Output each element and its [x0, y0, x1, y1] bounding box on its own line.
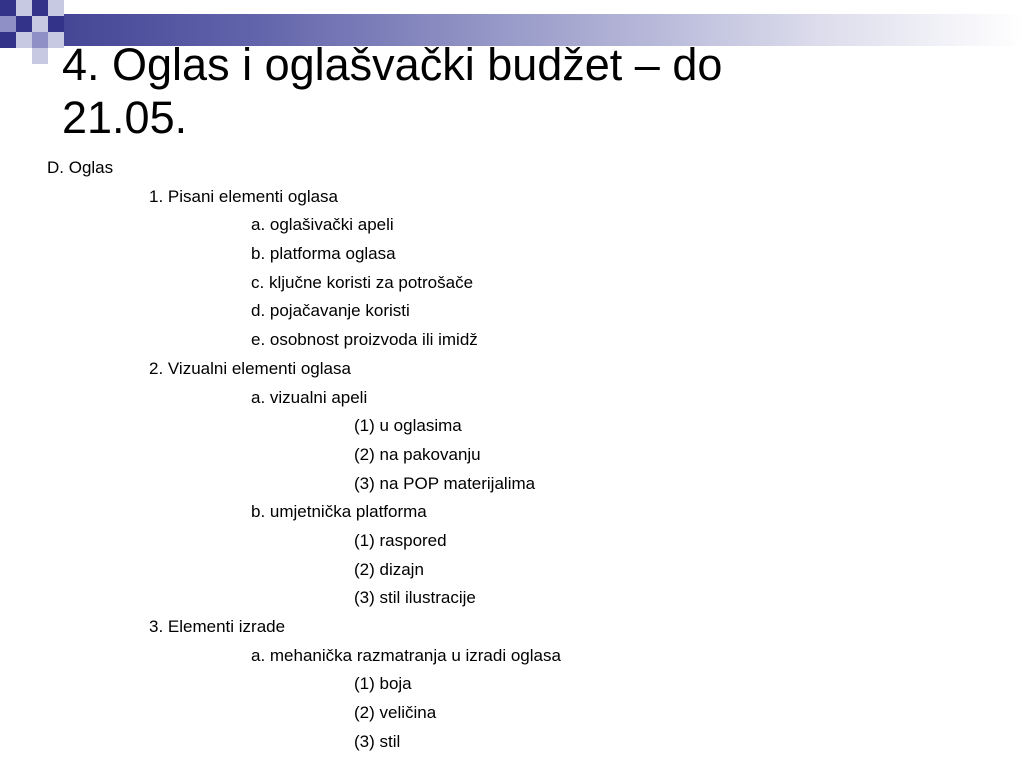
decor-square	[0, 0, 16, 16]
decor-square	[32, 32, 48, 48]
outline-item-level-2: b. umjetnička platforma	[251, 502, 427, 522]
decor-square	[32, 16, 48, 32]
outline-item-level-3: (3) na POP materijalima	[354, 473, 536, 493]
outline-item-level-3: (2) veličina	[354, 703, 437, 723]
outline-item-level-0: D. Oglas	[47, 158, 114, 177]
slide-title	[62, 38, 962, 144]
slide-title-line1: 4. Oglas i oglašvački budžet – do	[62, 39, 723, 90]
outline-item-level-3: (1) boja	[354, 674, 412, 694]
outline-item-level-2: a. oglašivački apeli	[251, 215, 394, 235]
outline-item-level-3: (3) stil	[354, 731, 401, 751]
slide-title-line2: 21.05.	[62, 92, 188, 143]
outline-item-level-2: a. mehanička razmatranja u izradi oglasa	[251, 645, 561, 665]
outline-item-level-3: (1) raspored	[354, 530, 447, 550]
decor-square	[32, 48, 48, 64]
decor-square	[16, 32, 32, 48]
outline-item-level-1: 2. Vizualni elementi oglasa	[149, 358, 351, 378]
outline-item-level-2: b. platforma oglasa	[251, 244, 396, 264]
outline-item-level-2: e. osobnost proizvoda ili imidž	[251, 330, 478, 350]
outline-item-level-3: (1) u oglasima	[354, 416, 462, 436]
outline-item-level-3: (3) stil ilustracije	[354, 588, 476, 608]
outline-item-level-2: c. ključne koristi za potrošače	[251, 272, 474, 292]
decor-square	[32, 0, 48, 16]
outline-list	[0, 154, 1024, 756]
decor-square	[48, 0, 64, 16]
outline-item-level-2: d. pojačavanje koristi	[251, 301, 410, 321]
outline-item-level-2: a. vizualni apeli	[251, 387, 368, 407]
decor-square	[16, 0, 32, 16]
outline-item-level-1: 3. Elementi izrade	[149, 617, 286, 636]
outline-item-level-3: (2) na pakovanju	[354, 444, 481, 464]
outline-item-level-1: 1. Pisani elementi oglasa	[149, 186, 339, 206]
decor-square	[16, 16, 32, 32]
decor-square	[0, 32, 16, 48]
decor-square	[0, 16, 16, 32]
outline-item-level-3: (2) dizajn	[354, 559, 424, 579]
decor-square	[48, 16, 64, 32]
